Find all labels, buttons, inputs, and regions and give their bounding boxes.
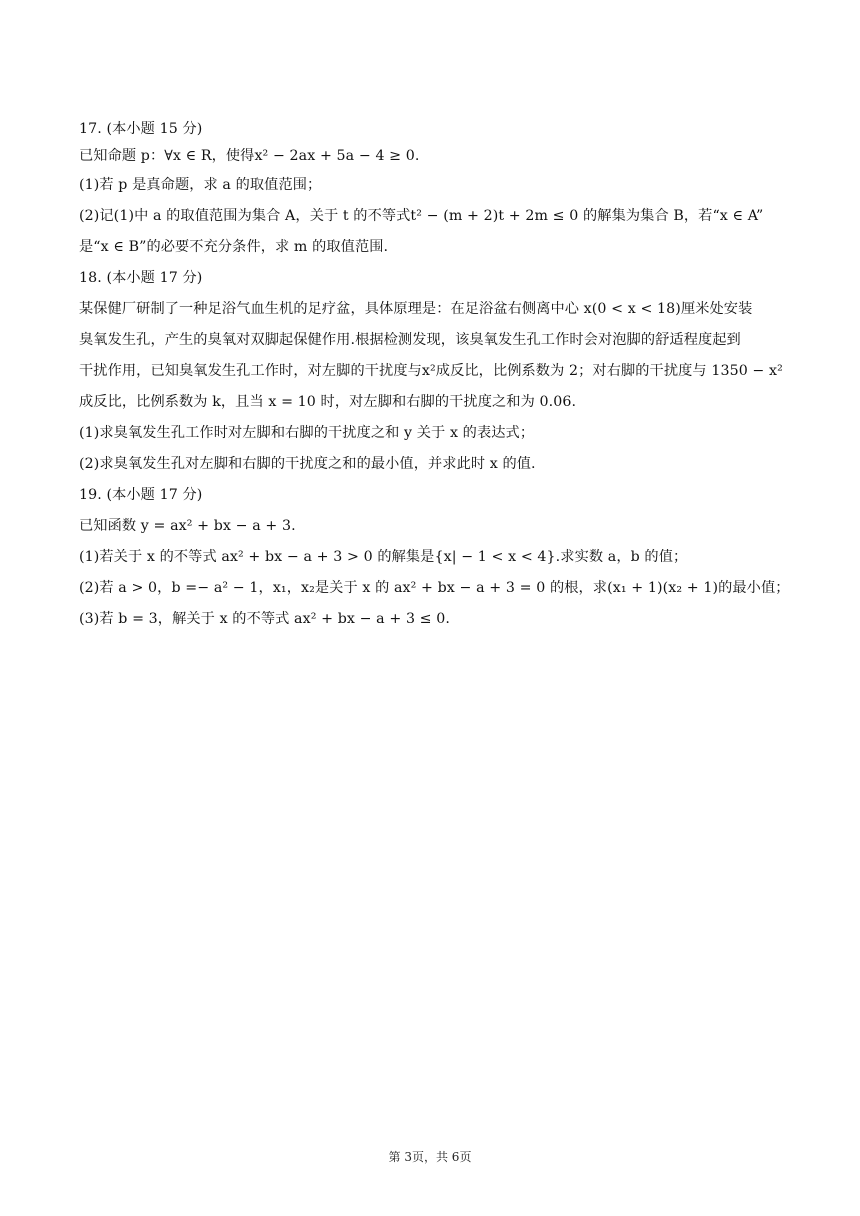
question-text: 某保健厂研制了一种足浴气血生机的足疗盆，具体原理是：在足浴盆右侧离中心 x(0 < x < 18)厘米处安装: [79, 301, 753, 317]
question-part: (1)若关于 x 的不等式 ax² + bx − a + 3 > 0 的解集是{x| − 1 < x < 4}.求实数 a，b 的值；: [79, 549, 688, 565]
question-header: 19. (本小题 17 分): [79, 487, 203, 503]
question-text: 已知命题 p：∀x ∈ R，使得x² − 2ax + 5a − 4 ≥ 0.: [79, 148, 420, 164]
question-text: 臭氧发生孔，产生的臭氧对双脚起保健作用.根据检测发现，该臭氧发生孔工作时会对泡脚的舒适程度起到: [79, 332, 741, 348]
question-text: 已知函数 y = ax² + bx − a + 3.: [79, 518, 296, 534]
question-part: 是“x ∈ B”的必要不充分条件，求 m 的取值范围.: [79, 239, 389, 255]
question-part: (2)若 a > 0，b =− a² − 1，x₁，x₂是关于 x 的 ax² + bx − a + 3 = 0 的根，求(x₁ + 1)(x₂ + 1)的最小值；: [79, 580, 790, 596]
question-part: (3)若 b = 3，解关于 x 的不等式 ax² + bx − a + 3 ≤ 0.: [79, 611, 451, 627]
question-text: 干扰作用，已知臭氧发生孔工作时，对左脚的干扰度与x²成反比，比例系数为 2；对右脚的干扰度与 1350 − x²: [79, 363, 783, 379]
question-part: (1)求臭氧发生孔工作时对左脚和右脚的干扰度之和 y 关于 x 的表达式；: [79, 425, 535, 441]
question-header: 18. (本小题 17 分): [79, 270, 203, 286]
question-17: [79, 116, 779, 263]
question-18: [79, 263, 783, 480]
question-part: (2)记(1)中 a 的取值范围为集合 A，关于 t 的不等式t² − (m + 2)t + 2m ≤ 0 的解集为集合 B，若“x ∈ A”: [79, 208, 764, 224]
question-text: 成反比，比例系数为 k，且当 x = 10 时，对左脚和右脚的干扰度之和为 0.06.: [79, 394, 577, 410]
question-part: (2)求臭氧发生孔对左脚和右脚的干扰度之和的最小值，并求此时 x 的值.: [79, 456, 536, 472]
page-content: [79, 112, 790, 635]
question-19: [79, 480, 790, 635]
page-footer: 第 3页，共 6页: [388, 1150, 472, 1164]
question-header: 17. (本小题 15 分): [79, 121, 203, 137]
question-part: (1)若 p 是真命题，求 a 的取值范围；: [79, 177, 322, 193]
